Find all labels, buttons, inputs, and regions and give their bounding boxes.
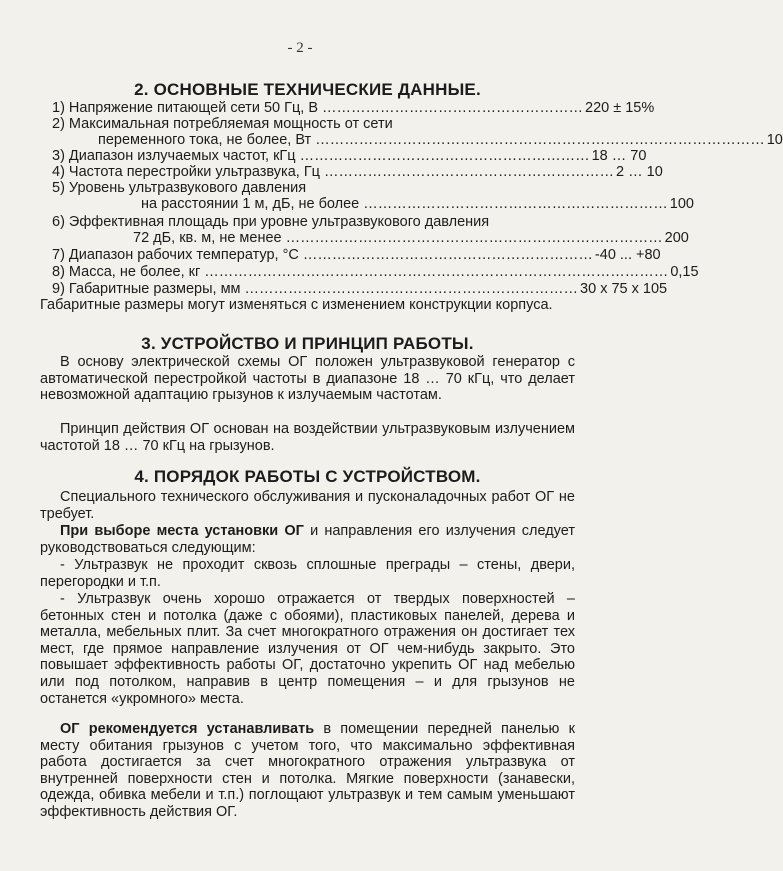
spec-item-3 [52, 148, 647, 164]
section-4-paragraph-3 [40, 721, 575, 821]
spec-item-8 [52, 264, 699, 280]
spec-item-6: 6) Эффективная площадь при уровне ультразвукового давления [52, 214, 490, 230]
spec-label: переменного тока, не более, Вт ………………………………………………………………………………… [98, 132, 765, 148]
emphasis-text: ОГ рекомендуется устанавливать [60, 721, 315, 737]
spec-item-1 [52, 100, 655, 116]
spec-label: 72 дБ, кв. м, не менее …………………………………………………………………… [133, 230, 663, 246]
emphasis-text: При выборе места установки ОГ [60, 523, 304, 539]
paragraph-text: в помещении передней панелью к месту обитания грызунов с учетом того, что максимально эффективная работа достигается за счет многократного отражения ультразвука от внутренней поверхности стен и потолка. Мягкие поверхности (занавески, одежда, обивка мебели и т.п.) поглощают ультразвук и тем самым уменьшают эффективность действия ОГ. [40, 721, 575, 820]
page-number: - 2 - [287, 40, 313, 56]
spec-item-4 [52, 164, 663, 180]
spec-value: 220 ± 15% [585, 100, 655, 116]
spec-item-2-cont [98, 132, 783, 148]
section-3-paragraph-2: Принцип действия ОГ основан на воздействии ультразвуковым излучением частотой 18 … 70 кГц на грызунов. [40, 421, 575, 454]
spec-item-7 [52, 247, 661, 263]
section-4-paragraph-2 [40, 523, 575, 556]
section-2-title: 2. ОСНОВНЫЕ ТЕХНИЧЕСКИЕ ДАННЫЕ. [134, 80, 481, 99]
spec-item-9 [52, 281, 668, 297]
spec-label: 7) Диапазон рабочих температур, °С …………………………………………………… [52, 247, 593, 263]
section-4-bullet-2: - Ультразвук очень хорошо отражается от твердых поверхностей – бетонных стен и потолка (даже с обоями), пластиковых панелей, дерева и металла, мебельных плит. За счет многократного отражения он достигает тех мест, где прямое направление излучения от ОГ чем-нибудь закрыто. Это повышает эффективность работы ОГ, достаточно укрепить ОГ над мебелью или под потолком, направив в центр помещения – и для грызунов не останется «укромного» места. [40, 591, 575, 707]
spec-item-5-cont [141, 196, 694, 212]
spec-value: 10 [766, 132, 783, 148]
spec-label: 1) Напряжение питающей сети 50 Гц, В ……………………………………………… [52, 100, 584, 116]
spec-value: 200 [664, 230, 689, 246]
section-2-note: Габаритные размеры могут изменяться с изменением конструкции корпуса. [40, 297, 553, 313]
spec-value: 0,15 [670, 264, 699, 280]
section-4-paragraph-1: Специального технического обслуживания и пусконаладочных работ ОГ не требует. [40, 489, 575, 522]
spec-item-5: 5) Уровень ультразвукового давления [52, 180, 307, 196]
spec-value: 100 [669, 196, 694, 212]
section-4-bullet-1: - Ультразвук не проходит сквозь сплошные преграды – стены, двери, перегородки и т.п. [40, 557, 575, 590]
spec-value: -40 ... +80 [594, 247, 661, 263]
spec-item-2: 2) Максимальная потребляемая мощность от сети [52, 116, 393, 132]
spec-value: 18 … 70 [591, 148, 647, 164]
spec-value: 2 … 10 [616, 164, 663, 180]
section-3-title: 3. УСТРОЙСТВО И ПРИНЦИП РАБОТЫ. [141, 334, 474, 353]
spec-value: 30 х 75 х 105 [580, 281, 668, 297]
spec-label: на расстоянии 1 м, дБ, не более ……………………………………………………… [141, 196, 668, 212]
section-3-paragraph-1: В основу электрической схемы ОГ положен ультразвуковой генератор с автоматической перестройкой частоты в диапазоне 18 … 70 кГц, что делает невозможной адаптацию грызунов к излучаемым частотам. [40, 354, 575, 404]
spec-label: 3) Диапазон излучаемых частот, кГц …………………………………………………… [52, 148, 590, 164]
spec-label: 8) Масса, не более, кг …………………………………………………………………………………… [52, 264, 669, 280]
spec-item-6-cont [133, 230, 689, 246]
spec-label: 4) Частота перестройки ультразвука, Гц …………………………………………………… [52, 164, 615, 180]
spec-label: 9) Габаритные размеры, мм …………………………………………………………… [52, 281, 579, 297]
paragraph-text: и направления его излучения следует руководствоваться следующим: [40, 523, 575, 556]
section-4-title: 4. ПОРЯДОК РАБОТЫ С УСТРОЙСТВОМ. [134, 467, 481, 486]
